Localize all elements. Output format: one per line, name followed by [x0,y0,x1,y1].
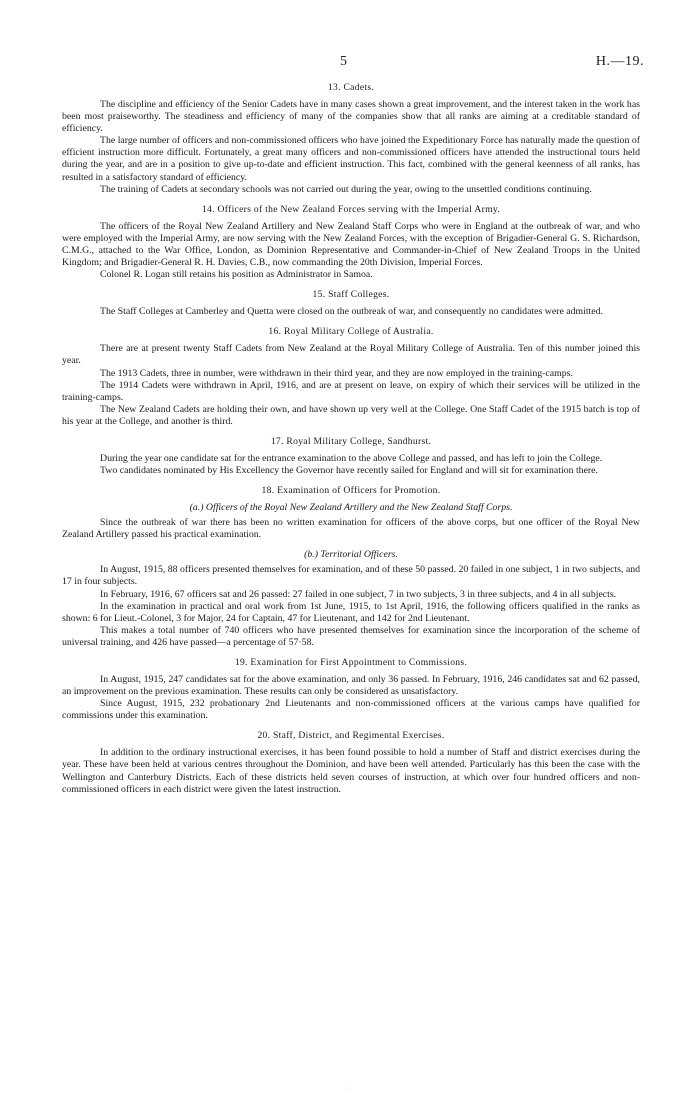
paragraph: The officers of the Royal New Zealand Artillery and New Zealand Staff Corps who were in England at the outbreak of war, and who were employed with the Imperial Army, are now serving with the New Zealand Forces, with the exception of Brigadier-General G. S. Richardson, C.M.G., attached to the War Office, London, as Dominion Representative and Commander-in-Chief of New Zealand Troops in the United Kingdom; and Brigadier-General R. H. Davies, C.B., now commanding the 20th Division, Imperial Forces. [62,220,640,269]
paragraph: During the year one candidate sat for the entrance examination to the above College and passed, and has left to join the College. [100,452,603,464]
section-rmc-sandhurst [62,436,640,477]
section-title: 13. Cadets. [327,82,375,93]
section-staff-colleges [62,289,640,318]
paragraph: There are at present twenty Staff Cadets from New Zealand at the Royal Military College of Australia. Ten of this number joined this year. [62,343,640,367]
section-title: 16. Royal Military College of Australia. [268,326,434,338]
paragraph: In August, 1915, 88 officers presented themselves for examination, and of these 50 passed. 20 failed in one subject, 1 in two subjects, and 17 in four subjects. [62,564,640,588]
section-territorial-officers [62,549,640,649]
section-officers-imperial-army [62,204,640,281]
scan-speck: · [346,1086,348,1092]
paragraph: The New Zealand Cadets are holding their own, and have shown up very well at the College. One Staff Cadet of the 1915 batch is top of his year at the College, and another is third. [62,403,640,427]
section-first-appointment [62,657,640,722]
paragraph: Since the outbreak of war there has been no written examination for officers of the above corps, but one officer of the Royal New Zealand Artillery passed his practical examination. [62,517,640,541]
paragraph: Colonel R. Logan still retains his position as Administrator in Samoa. [100,269,373,281]
section-title: 18. Examination of Officers for Promotion. [261,485,441,497]
paragraph: The 1914 Cadets were withdrawn in April, 1916, and are at present on leave, on expiry of which their services will be utilized in the training-camps. [62,379,640,403]
paragraph: The training of Cadets at secondary schools was not carried out during the year, owing to the unsettled conditions continuing. [100,183,592,195]
section-rmc-australia [62,326,640,428]
section-exercises [62,730,640,795]
section-title: 17. Royal Military College, Sandhurst. [270,435,432,447]
paragraph: The large number of officers and non-commissioned officers who have joined the Expeditionary Force has naturally made the question of efficient instruction more difficult. Fortunately, a great many officers and non-commissioned officers have attended the instructional tours held during the year, and are in a position to give up-to-date and efficient instruction. This fact, combined with the general keenness of all ranks, has resulted in a satisfactory standard of efficiency. [62,135,640,183]
section-title: 20. Staff, District, and Regimental Exercises. [257,730,445,742]
paragraph: In February, 1916, 67 officers sat and 26 passed: 27 failed in one subject, 7 in two subjects, 3 in three subjects, and 4 in all subjects. [100,588,617,600]
paragraph: The 1913 Cadets, three in number, were withdrawn in their third year, and they are now employed in the training-camps. [100,367,573,379]
section-cadets [62,82,640,196]
paragraph: The discipline and efficiency of the Senior Cadets have in many cases shown a great improvement, and the interest taken in the work has been most praiseworthy. The steadiness and efficiency of many of the companies show that all ranks are aiming at a creditable standard of efficiency. [62,99,640,135]
paragraph: In August, 1915, 247 candidates sat for the above examination, and only 36 passed. In February, 1916, 246 candidates sat and 62 passed, an improvement on the previous examination. These results can only be considered as unsatisfactory. [62,674,640,698]
section-examination-promotion [62,485,640,541]
section-title: 19. Examination for First Appointment to Commissions. [234,657,468,668]
page-header [0,54,700,72]
subsection-title: (b.) Territorial Officers. [304,549,398,561]
paragraph: This makes a total number of 740 officers who have presented themselves for examination since the incorporation of the scheme of universal training, and 426 have passed—a percentage of 57·58. [62,624,640,648]
section-title: 15. Staff Colleges. [312,289,390,301]
paragraph: In addition to the ordinary instructional exercises, it has been found possible to hold a number of Staff and district exercises during the year. These have been held at various centres throughout the Dominion, and have been well attended. Particularly has this been the case with the Wellington and Canterbury Districts. Each of these districts held seven courses of instruction, at which over four hundred officers and non-commissioned officers in each district were given the latest instruction. [62,747,640,795]
paragraph: The Staff Colleges at Camberley and Quetta were closed on the outbreak of war, and consequently no candidates were admitted. [100,306,603,318]
document-reference: H.—19. [595,54,644,69]
section-title: 14. Officers of the New Zealand Forces serving with the Imperial Army. [201,203,501,215]
subsection-title: (a.) Officers of the Royal New Zealand Artillery and the New Zealand Staff Corps. [189,502,513,514]
paragraph: Two candidates nominated by His Excellency the Governor have recently sailed for England and will sit for examination there. [100,465,598,477]
page-number: 5 [340,54,347,69]
paragraph: Since August, 1915, 232 probationary 2nd Lieutenants and non-commissioned officers at the various camps have qualified for commissions under this examination. [62,698,640,722]
paragraph: In the examination in practical and oral work from 1st June, 1915, to 1st April, 1916, the following officers qualified in the ranks as shown: 6 for Lieut.-Colonel, 3 for Major, 24 for Captain, 47 for Lieutenant, and 142 for 2nd Lieutenant. [62,600,640,624]
page-body [62,82,640,804]
